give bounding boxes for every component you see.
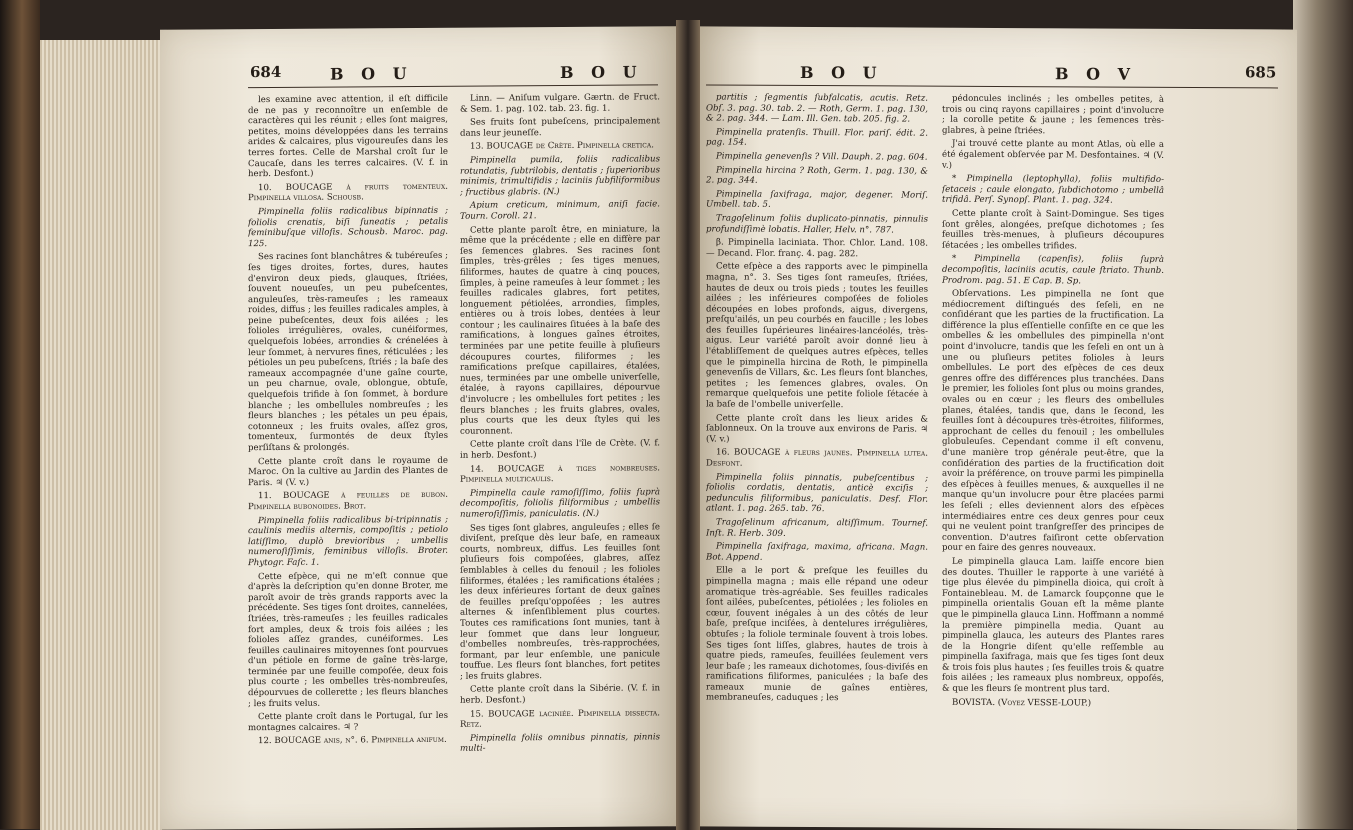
left-page-column-1 <box>248 94 448 830</box>
header-rule <box>248 84 658 88</box>
left-page-column-2 <box>460 92 660 829</box>
paragraph: * Pimpinella (leptophylla), foliis multifido-ſetaceis ; caule elongato, ſubdichotomo ; umbellâ trifidâ. Perſ. Synopſ. Plant. 1. pag. 324. <box>942 173 1164 206</box>
running-head-right-a: B O U <box>800 62 883 83</box>
paragraph: Cette eſpèce a des rapports avec le pimpinella magna, n°. 3. Ses tiges ſont rameuſes, ſtriées, hautes de deux ou trois pieds ; toutes les feuilles ailées ; les inférieures compoſées de folioles découpées en lobes profonds, aigus, divergens, preſqu'ailés, un peu courbés en faucille ; les lobes des feuilles ſupérieures linéaires-lancéolés, très-aigus. Leur variété paroît avoir donné lieu à l'établiſſement de quelques autres eſpèces, telles que le pimpinella hircina de Roth, le pimpinella genevenſis de Villars, &c. Les fleurs ſont blanches, petites ; les ſemences glabres, ovales. On remarque quelquefois une petite foliole ſétacée à la baſe de l'ombelle univerſelle. <box>706 261 928 411</box>
paragraph: Obſervations. Les pimpinella ne ſont que médiocrement diſtingués des ſeſeli, en ne conſidérant que les parties de la fructification. La différence la plus eſſentielle conſiſte en ce que les ombelles & les ombellules des pimpinella n'ont point d'involucre, tandis que les ſeſeli en ont un à une ou pluſieurs petites folioles à leurs ombellules. Le port des eſpèces de ces deux genres offre des différences plus tranchées. Dans le premier, les folioles ſont plus ou moins grandes, ovales ou en cœur ; les fleurs des ombellules planes, étalées, tandis que, dans le ſecond, les feuilles ſont à découpures très-étroites, filiformes, approchant de celles du fenouil ; les ombellules globuleuſes. Cependant comme il eſt convenu, d'une manière trop générale peut-être, que la conſidération des parties de la fructification doit avoir la préférence, on trouve parmi les pimpinella des eſpèces à feuilles menues, & auxquelles il ne manque qu'un involucre pour être placées parmi les ſeſeli ; elles deviennent alors des eſpèces intermédiaires entre ces deux genres pour ceux qui ne veulent point tranſgreſſer des principes de convention. D'autres faiſiront cette obſervation pour en faire des genres nouveaux. <box>942 288 1164 554</box>
paragraph: Pimpinella foliis pinnatis, pubeſcentibus ; foliolis cordatis, dentatis, anticè exciſis ; pedunculis filiformibus, paniculatis. Desf. Flor. atlant. 1. pag. 265. tab. 76. <box>706 472 928 515</box>
header-rule <box>706 84 1278 88</box>
paragraph: partitis ; ſegmentis ſubfalcatis, acutis. Retz. Obſ. 3. pag. 30. tab. 2. — Roth, Germ. 1. pag. 130, & 2. pag. 344. — Lam. Ill. Gen. tab. 205. fig. 2. <box>706 92 928 125</box>
paragraph: Elle a le port & preſque les feuilles du pimpinella magna ; mais elle répand une odeur aromatique très-agréable. Ses feuilles radicales ſont ailées, pubeſcentes, pétiolées ; les folioles en cœur, ſouvent inégales à un des côtés de leur baſe, preſque inciſées, à dentelures irrégulières, obtuſes ; la foliole terminale ſouvent à trois lobes. Ses tiges ſont liſſes, glabres, hautes de trois à quatre pieds, rameuſes, feuillées ſeulement vers leur baſe ; les rameaux dichotomes, ſous-diviſés en ramifications filiformes, paniculées ; la baſe des rameaux munie de gaînes entières, membraneuſes, caduques ; les <box>706 565 928 704</box>
paragraph: Apium creticum, minimum, aniſi facie. Tourn. Coroll. 21. <box>460 199 660 222</box>
book-gutter <box>676 20 700 830</box>
paragraph: Ses fruits ſont pubeſcens, principalement dans leur jeuneſſe. <box>460 116 660 139</box>
right-page-column-1 <box>706 92 928 829</box>
paragraph: Pimpinella ſaxifraga, major, degener. Moriſ. Umbell. tab. 5. <box>706 189 928 211</box>
paragraph: Cette plante croît dans les lieux arides & ſablonneux. On la trouve aux environs de Paris. ♃ (V. v.) <box>706 413 928 445</box>
paragraph: Cette plante croît dans le royaume de Maroc. On la cultive au Jardin des Plantes de Paris. ♃ (V. v.) <box>248 455 448 488</box>
entry-heading: 13. BOUCAGE de Crète. Pimpinella cretica. <box>470 140 654 153</box>
page-edges <box>40 40 162 830</box>
left-page <box>160 26 676 830</box>
paragraph: Linn. — Aniſum vulgare. Gærtn. de Fruct. & Sem. 1. pag. 102. tab. 23. fig. 1. <box>460 92 660 115</box>
paragraph: Ses racines ſont blanchâtres & tubéreuſes ; ſes tiges droites, fortes, dures, hautes d'environ deux pieds, glauques, ſtriées, ſouvent noueuſes, un peu pubeſcentes, anguleuſes, très-rameuſes ; les rameaux roides, diffus ; les feuilles radicales amples, à peine pubeſcentes, deux fois ailées ; les folioles irrégulières, ovales, cunéiformes, quelquefois lobées, arrondies & crénelées à leur ſommet, à nervures fines, réticulées ; les pétioles un peu pubeſcens, ſtriés ; la baſe des rameaux accompagnée d'une gaîne courte, un peu charnue, ovale, oblongue, obtuſe, quelquefois trifide à ſon ſommet, à bordure blanche ; les ombellules nombreuſes ; les fleurs blanches ; les pétales un peu épais, cotonneux ; les fruits ovales, aſſez gros, tomenteux, ſurmontés de deux ſtyles perſiſtans & prolongés. <box>248 251 448 454</box>
paragraph: Cette plante croît dans le Portugal, ſur les montagnes calcaires. ♃ ? <box>248 711 448 734</box>
paragraph: les examine avec attention, il eſt difficile de ne pas y reconnoître un enſemble de caractères qui les réunit ; elles ſont maigres, petites, moins développées dans les terrains arides & calcaires, plus vigoureuſes dans les terres fortes. Celle de Marshal croît ſur le Caucaſe, dans les terres calcaires. (V. f. in herb. Desfont.) <box>248 93 448 180</box>
paragraph: J'ai trouvé cette plante au mont Atlas, où elle a été également obſervée par M. Desfontaines. ♃ (V. v.) <box>942 139 1164 171</box>
running-head-left-a: B O U <box>330 64 413 84</box>
page-number-right: 685 <box>1245 63 1277 82</box>
paragraph: pédoncules inclinés ; les ombelles petites, à trois ou cinq rayons capillaires ; point d'involucre ; la corolle petite & jaune ; les ſemences très-glabres, à peine ſtriées. <box>942 93 1164 137</box>
right-page <box>700 26 1297 829</box>
paragraph: Cette eſpèce, qui ne m'eſt connue que d'après la deſcription qu'en donne Broter, me paroît avoir de très grands rapports avec la précédente. Ses tiges ſont droites, cannelées, ſtriées, très-rameuſes ; les feuilles radicales fort amples, deux & trois fois ailées ; les folioles aſſez grandes, cunéiformes. Les feuilles caulinaires mitoyennes ſont pourvues d'un pétiole en forme de gaîne très-large, terminée par une feuille compoſée, deux fois plus courte ; les ombelles très-nombreuſes, dépourvues de collerette ; les fleurs blanches ; les fruits velus. <box>248 570 448 709</box>
entry-heading: 14. BOUCAGE à tiges nombreuſes. Pimpinella multicaulis. <box>460 462 660 485</box>
paragraph: Tragoſelinum africanum, altiſſimum. Tournef. Inſt. R. Herb. 309. <box>706 517 928 539</box>
entry-heading: 10. BOUCAGE à fruits tomenteux. Pimpinella villoſa. Schousb. <box>248 181 448 204</box>
paragraph: Pimpinella hircina ? Roth, Germ. 1. pag. 130, & 2. pag. 344. <box>706 165 928 186</box>
paragraph: Pimpinella foliis radicalibus bipinnatis ; foliolis crenatis, biſi ſuneatis ; petalis feminibuſque villoſis. Schousb. Maroc. pag. 125. <box>248 205 448 249</box>
book-spine-left <box>0 0 40 829</box>
entry-heading: 11. BOUCAGE à feuilles de bubon. Pimpinella bubonoides. Brot. <box>248 490 448 513</box>
paragraph: * Pimpinella (capenſis), foliis ſuprà decompoſitis, laciniis acutis, caule ſtriato. Thunb. Prodrom. pag. 51. E Cap. B. Sp. <box>942 254 1164 286</box>
paragraph: Pimpinella caule ramoſiſſimo, foliis ſuprà decompoſitis, foliolis filiformibus ; umbellis numeroſiſſimis, paniculatis. (N.) <box>460 487 660 520</box>
entry-heading: BOVISTA. (Voyez VESSE-LOUP.) <box>952 697 1092 709</box>
paragraph: Pimpinella pratenſis. Thuill. Flor. pariſ. édit. 2. pag. 154. <box>706 127 928 149</box>
paragraph: Pimpinella pumila, foliis radicalibus rotundatis, ſubtrilobis, dentatis ; ſuperioribus minimis, trimultifidis ; laciniis ſubfiliformibus ; fructibus glabris. (N.) <box>460 154 660 198</box>
paragraph: Cette plante croît dans l'île de Crète. (V. f. in herb. Desfont.) <box>460 438 660 461</box>
paragraph: Pimpinella ſaxifraga, maxima, africana. Magn. Bot. Append. <box>706 541 928 563</box>
book-edge-right <box>1293 0 1353 829</box>
entry-heading: 12. BOUCAGE anis, n°. 6. Pimpinella anifum. <box>258 735 447 747</box>
entry-heading: 15. BOUCAGE laciniée. Pimpinella diſſecta. Retz. <box>460 707 660 730</box>
page-number-left: 684 <box>250 62 282 82</box>
paragraph: Le pimpinella glauca Lam. laiſſe encore bien des doutes. Thuiller le rapporte à une variété à tige plus élevée du pimpinella dioica, qui croît à Fontainebleau. M. de Lamarck ſoupçonne que le pimpinella orientalis Gouan eſt la même plante que le pimpinella glauca Linn. Hoffmann a nommé la première pimpinella media. Quant au pimpinella glauca, les auteurs des Plantes rares de la Hongrie diſent qu'elle reſſemble au pimpinella ſaxifraga, mais que ſes tiges ſont deux & trois fois plus hautes ; ſes feuilles trois & quatre fois ailées ; les rameaux plus nombreux, oppoſés, & que les fleurs ſe montrent plus tard. <box>942 556 1164 695</box>
running-head-right-b: B O V <box>1055 64 1137 84</box>
paragraph: Pimpinella genevenſis ? Vill. Dauph. 2. pag. 604. <box>716 151 928 163</box>
paragraph: β. Pimpinella laciniata. Thor. Chlor. Land. 108. — Decand. Flor. franç. 4. pag. 282. <box>706 237 928 259</box>
running-head-left-b: B O U <box>560 62 643 83</box>
paragraph: Cette plante croît à Saint-Domingue. Ses tiges ſont grêles, alongées, preſque dichotomes ; ſes feuilles très-menues, à pluſieurs découpures ſétacées ; les ombelles trifides. <box>942 208 1164 252</box>
right-page-column-2 <box>942 94 1164 830</box>
paragraph: Ses tiges ſont glabres, anguleuſes ; elles ſe diviſent, preſque dès leur baſe, en rameaux courts, nombreux, diffus. Les feuilles ſont pluſieurs fois compoſées, glabres, aſſez ſemblables à celles du fenouil ; les folioles filiformes, étalées ; les ramifications étalées ; les deux inférieures ſortant de deux gaînes de feuilles preſqu'oppoſées ; les autres alternes & inſenſiblement plus courtes. Toutes ces ramifications ſont munies, tant à leur ſommet que dans leur longueur, d'ombelles nombreuſes, très-rapprochées, formant, par leur enſemble, une panicule touffue. Les fleurs ſont blanches, fort petites ; les fruits glabres. <box>460 521 660 682</box>
paragraph: Tragoſelinum foliis duplicato-pinnatis, pinnulis profundiſſimè lobatis. Haller, Helv. n°. 787. <box>706 213 928 235</box>
entry-heading: 16. BOUCAGE à fleurs jaunes. Pimpinella lutea. Desfont. <box>706 447 928 469</box>
paragraph: Pimpinella foliis radicalibus bi-tripinnatis ; caulinis mediis alternis, compoſitis ; petiolo latiſſimo, duplò brevioribus ; umbellis numeroſiſſimis, feminibus villoſis. Broter. Phytogr. Faſc. 1. <box>248 514 448 569</box>
paragraph: Cette plante croît dans la Sibérie. (V. f. in herb. Desfont.) <box>460 683 660 706</box>
paragraph: Cette plante paroît être, en miniature, la même que la précédente ; elle en diffère par ſes ſemences glabres. Ses racines ſont ſimples, très-grêles ; ſes tiges menues, filiformes, hautes de quatre à cinq pouces, ſimples, à peine rameuſes à leur ſommet ; les feuilles radicales glabres, fort petites, longuement pétiolées, arrondies, ſimples, entières ou à trois lobes, dentées à leur contour ; les caulinaires ſituées à la baſe des ramifications, à longues gaînes étroites, terminées par une petite feuille à pluſieurs découpures courtes, filiformes ; les ramifications preſque capillaires, étalées, nues, terminées par une ombelle univerſelle, étalée, à rayons capillaires, dépourvue d'involucre ; les ombellules fort petites ; les fleurs blanches ; les fruits glabres, ovales, plus courts que les deux ſtyles qui les couronnent. <box>460 223 660 437</box>
paragraph: Pimpinella foliis omnibus pinnatis, pinnis multi- <box>460 732 660 755</box>
